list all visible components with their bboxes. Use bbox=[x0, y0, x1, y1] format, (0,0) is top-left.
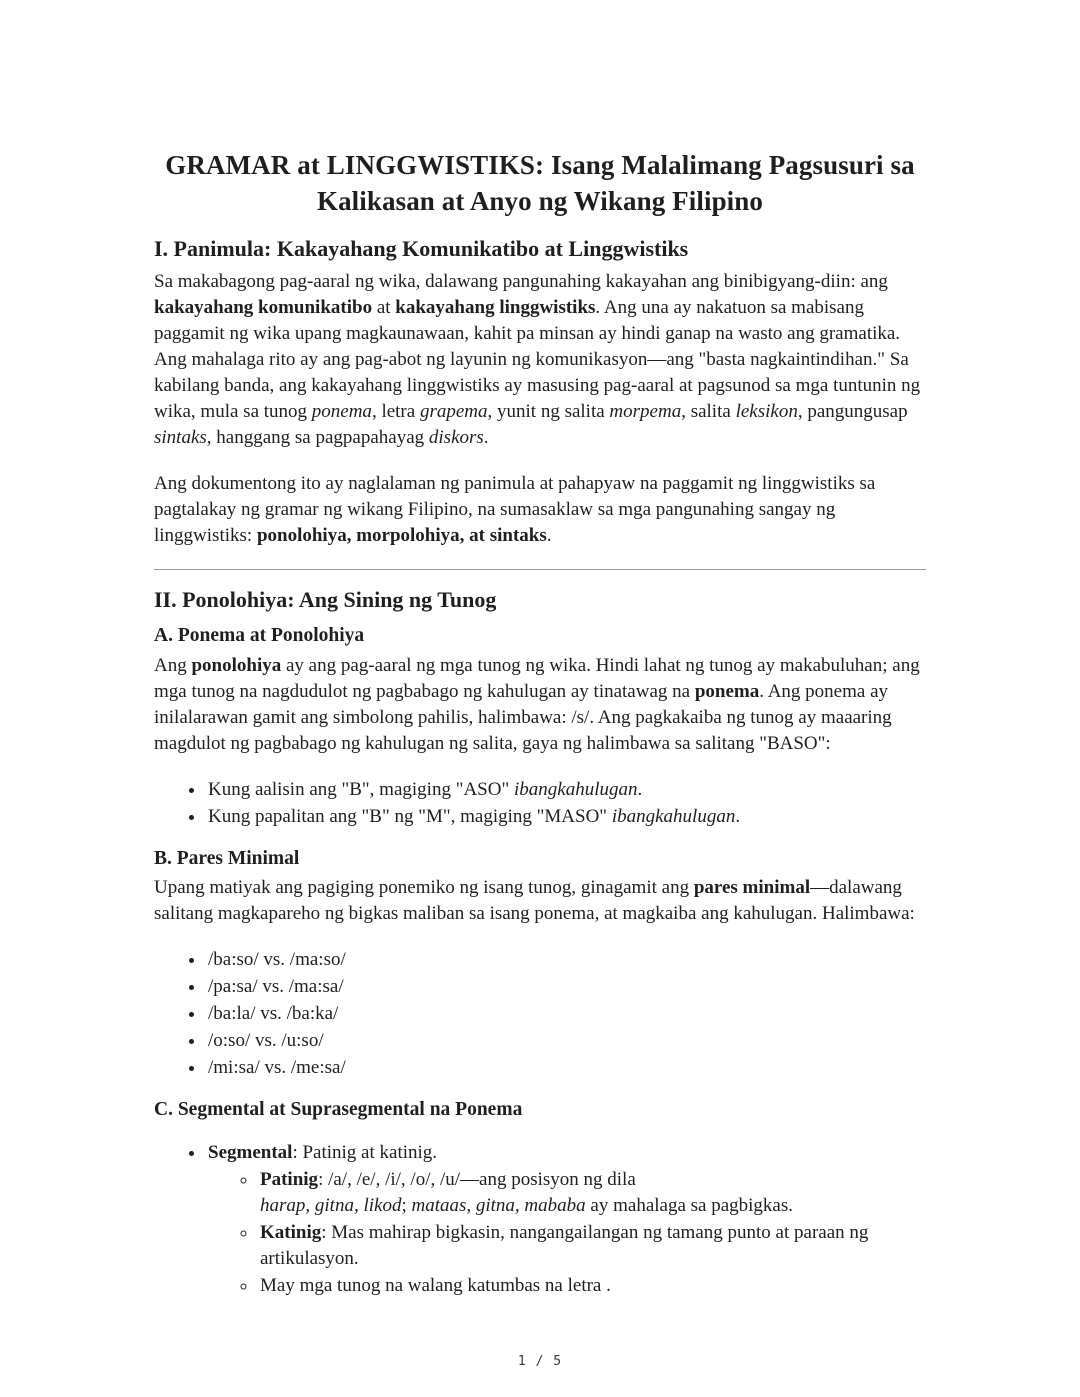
text-run: . Ang una ay nakatuon sa mabisang paggamit ng wika upang magkaunawaan, kahit pa minsan ay hindi ganap na wasto ang gramatika. Ang mahalaga rito ay ang pag-abot ng layunin ng komunikasyon—ang "basta nagkaintindihan." Sa kabilang banda, ang kakayahang linggwistiks ay masusing pag-aaral at pagsunod sa mga tuntunin ng wika, mula sa tunog bbox=[154, 296, 921, 422]
italic-text: diskors bbox=[428, 426, 484, 448]
italic-text: grapema bbox=[419, 400, 488, 422]
text-run: , letra bbox=[371, 400, 420, 422]
text-run: May mga tunog na walang katumbas na letra . bbox=[260, 1275, 611, 1297]
text-run: /pa:sa/ vs. /ma:sa/ bbox=[208, 975, 344, 997]
text-run: , pangungusap bbox=[797, 400, 908, 422]
italic-text: mataas, gitna, mababa bbox=[411, 1195, 586, 1217]
text-run: : Mas mahirap bigkasin, nangangailangan ng tamang punto at paraan ng artikulasyon. bbox=[260, 1222, 869, 1270]
document-page bbox=[154, 0, 926, 1299]
list-item bbox=[258, 1167, 926, 1219]
list-item bbox=[258, 1273, 926, 1299]
text-run: ay ang pag-aaral ng mga tunog ng wika. Hindi lahat ng tunog ay makabuluhan; ang mga tunog na nagdudulot ng pagbabago ng kahulugan ay tinatawag na bbox=[154, 654, 920, 702]
text-run: at bbox=[372, 296, 396, 318]
bullet-list bbox=[154, 947, 926, 1081]
bold-text: kakayahang linggwistiks bbox=[395, 296, 596, 318]
italic-text: ibangkahulugan bbox=[513, 778, 638, 800]
bold-text: Segmental bbox=[208, 1142, 293, 1164]
list-item bbox=[206, 1001, 926, 1027]
text-run: Ang dokumentong ito ay naglalaman ng panimula at pahapyaw na paggamit ng linggwistiks sa pagtalakay ng gramar ng wikang Filipino, na sumasaklaw sa mga pangunahing sangay ng linggwistiks: bbox=[154, 472, 876, 546]
bold-text: ponema bbox=[694, 680, 760, 702]
bullet-list bbox=[208, 1167, 926, 1299]
text-run: —dalawang salitang magkapareho ng bigkas maliban sa isang ponema, at magkaiba ang kahulugan. Halimbawa: bbox=[154, 876, 915, 924]
list-item bbox=[206, 947, 926, 973]
text-run: /ba:la/ vs. /ba:ka/ bbox=[208, 1002, 339, 1024]
paragraph bbox=[154, 875, 926, 927]
text-run: . bbox=[735, 805, 741, 827]
list-item bbox=[206, 804, 926, 830]
bold-text: ponolohiya bbox=[191, 654, 282, 676]
bold-text: Katinig bbox=[260, 1222, 322, 1244]
text-run: ; bbox=[401, 1195, 412, 1217]
document-title: GRAMAR at LINGGWISTIKS: Isang Malalimang Pagsusuri sa Kalikasan at Anyo ng Wikang Filipino bbox=[165, 150, 915, 216]
paragraph bbox=[154, 269, 926, 451]
italic-text: morpema bbox=[609, 400, 682, 422]
section-heading: II. Ponolohiya: Ang Sining ng Tunog bbox=[154, 586, 497, 612]
bold-text: Patinig bbox=[260, 1169, 319, 1191]
subsection-heading: B. Pares Minimal bbox=[154, 847, 300, 869]
text-run: Kung aalisin ang "B", magiging "ASO" bbox=[208, 778, 514, 800]
bold-text: ponolohiya, morpolohiya, at sintaks bbox=[256, 524, 547, 546]
text-run: /o:so/ vs. /u:so/ bbox=[208, 1029, 324, 1051]
text-run: /ba:so/ vs. /ma:so/ bbox=[208, 948, 346, 970]
document-content bbox=[154, 148, 926, 1299]
text-run: Ang bbox=[154, 654, 192, 676]
text-run: Sa makabagong pag-aaral ng wika, dalawang pangunahing kakayahan ang binibigyang-diin: ang bbox=[154, 270, 888, 292]
page-number-indicator: 1 / 5 bbox=[517, 1354, 563, 1369]
italic-text: harap, gitna, likod bbox=[260, 1195, 402, 1217]
italic-text: ibangkahulugan bbox=[611, 805, 736, 827]
bullet-list bbox=[154, 1140, 926, 1299]
text-run: Kung papalitan ang "B" ng "M", magiging "MASO" bbox=[208, 805, 612, 827]
subsection-heading: A. Ponema at Ponolohiya bbox=[154, 625, 365, 647]
italic-text: ponema bbox=[311, 400, 372, 422]
text-run: , yunit ng salita bbox=[487, 400, 610, 422]
list-item bbox=[258, 1220, 926, 1272]
list-item bbox=[206, 1055, 926, 1081]
text-run: : Patinig at katinig. bbox=[292, 1142, 438, 1164]
italic-text: sintaks bbox=[154, 426, 207, 448]
text-run: , hanggang sa pagpapahayag bbox=[206, 426, 429, 448]
section-heading: I. Panimula: Kakayahang Komunikatibo at Linggwistiks bbox=[154, 236, 689, 262]
subsection-heading: C. Segmental at Suprasegmental na Ponema bbox=[154, 1098, 523, 1120]
text-run: : /a/, /e/, /i/, /o/, /u/—ang posisyon ng dila bbox=[318, 1169, 636, 1191]
list-item bbox=[206, 974, 926, 1000]
text-run: ay mahalaga sa pagbigkas. bbox=[585, 1195, 794, 1217]
text-run: Upang matiyak ang pagiging ponemiko ng isang tunog, ginagamit ang bbox=[154, 876, 694, 898]
text-run: . bbox=[637, 778, 643, 800]
text-run: . bbox=[546, 524, 552, 546]
paragraph bbox=[154, 471, 926, 549]
list-item bbox=[206, 777, 926, 803]
text-run: . bbox=[483, 426, 489, 448]
text-run: , salita bbox=[681, 400, 736, 422]
text-run: /mi:sa/ vs. /me:sa/ bbox=[208, 1056, 346, 1078]
paragraph bbox=[154, 653, 926, 757]
divider bbox=[154, 569, 926, 570]
bullet-list bbox=[154, 777, 926, 830]
bold-text: kakayahang komunikatibo bbox=[154, 296, 373, 318]
list-item bbox=[206, 1140, 926, 1299]
bold-text: pares minimal bbox=[693, 876, 811, 898]
text-run: . Ang ponema ay inilalarawan gamit ang simbolong pahilis, halimbawa: /s/. Ang pagkakaiba ng tunog ay maaaring magdulot ng pagbabago ng kahulugan ng salita, gaya ng halimbawa sa salitang "BASO": bbox=[154, 680, 892, 754]
italic-text: leksikon bbox=[735, 400, 798, 422]
list-item bbox=[206, 1028, 926, 1054]
